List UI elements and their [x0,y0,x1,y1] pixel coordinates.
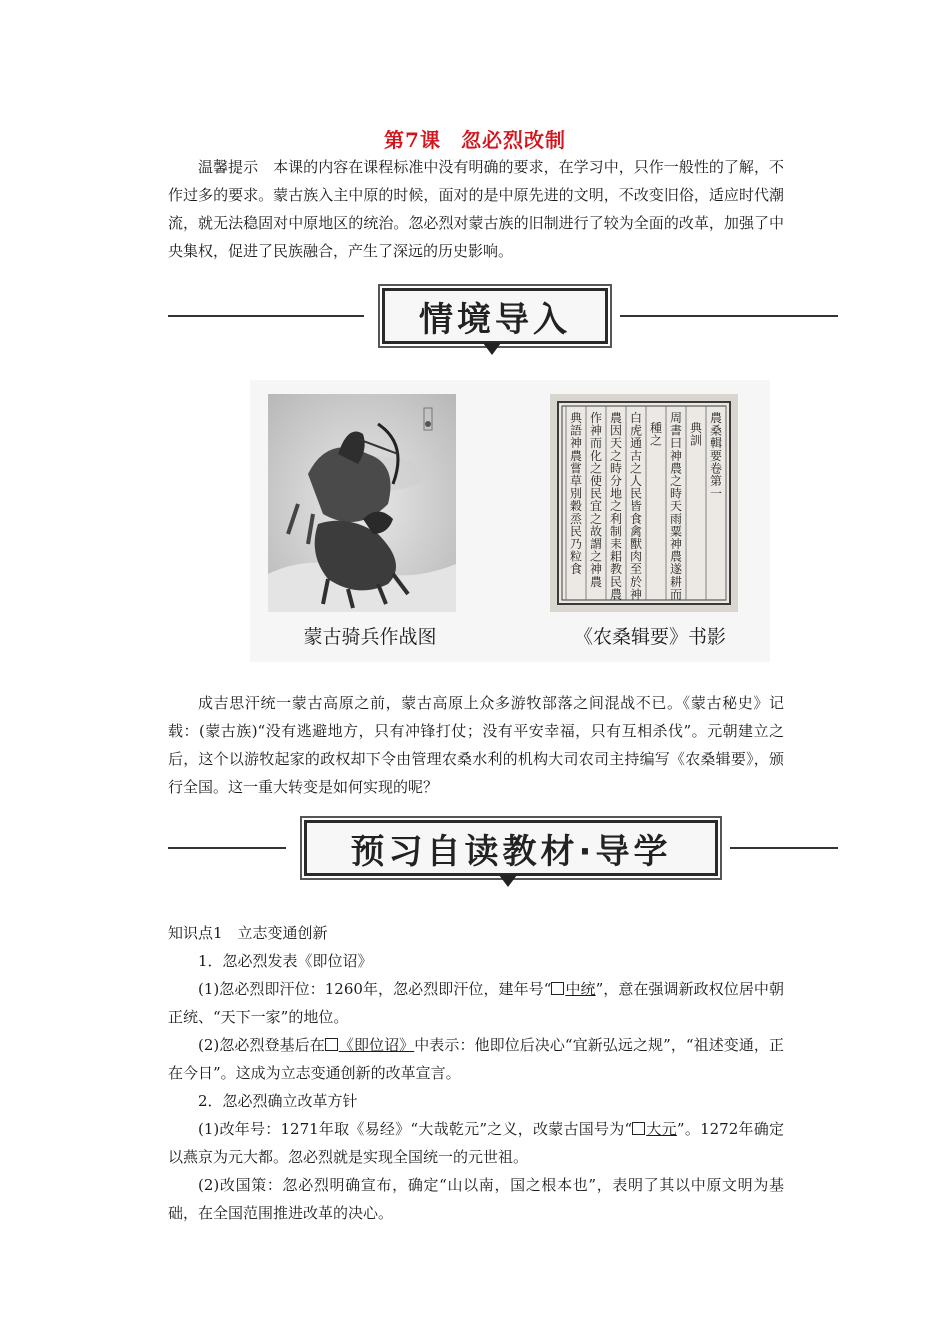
book-char: 耕 [669,574,683,589]
fill-blank-era-name: 中统 [551,980,595,998]
book-char: 烝 [569,511,583,526]
book-char: 至 [629,562,643,577]
book-char: 皆 [629,499,643,514]
book-char: 通 [629,436,643,451]
figure-caption-book: 《农桑辑要》书影 [573,626,726,648]
section-2-title: 2．忽必烈确立改革方针 [198,1092,358,1110]
nongsang-jiyao-book-page [550,394,738,612]
book-char: 虎 [629,423,643,438]
book-char: 卷 [709,461,723,476]
book-char: 神 [669,537,683,551]
book-char: 之 [589,461,603,476]
book-char: 宜 [589,499,603,514]
book-char: 書 [669,423,683,438]
book-char: 第 [709,474,723,488]
book-char: 化 [589,448,603,463]
book-char: 古 [629,448,643,463]
book-char: 白 [629,411,643,425]
book-char: 農 [609,411,623,425]
book-char: 民 [609,574,623,589]
book-char: 分 [609,474,623,488]
book-char: 作 [589,411,603,425]
book-char: 地 [609,486,623,501]
section-1-item-1: (1)忽必烈即汗位：1260年，忽必烈即汗位，建年号“ 中统”，意在强调新政权位居中朝正统、“天下一家”的地位。 [168,980,784,1026]
book-char: 語 [569,423,583,438]
book-char: 種 [649,421,663,435]
book-char: 之 [649,433,663,448]
section-2-item-2: (2)改国策：忽必烈明确宣布，确定“山以南，国之根本也”，表明了其以中原文明为基础，在全国范围推进改革的决心。 [168,1176,784,1222]
figure-caption-cavalry: 蒙古骑兵作战图 [303,626,437,648]
book-char: 農 [669,549,683,564]
banner-preview-label: 预习自读教材·导学 [304,820,718,876]
book-char: 周 [669,411,683,425]
book-char: 桑 [709,423,723,438]
section-1-title: 1．忽必烈发表《即位诏》 [198,952,373,970]
book-char: 天 [669,499,683,514]
book-char: 之 [609,448,623,463]
book-char: 之 [669,474,683,488]
book-char: 時 [609,461,623,476]
lesson-number: 第7课 [384,128,441,152]
book-char: 人 [629,474,643,488]
book-char: 嘗 [569,461,583,476]
book-char: 制 [609,524,623,539]
book-char: 天 [609,436,623,451]
book-char: 耜 [609,549,623,564]
book-char: 之 [589,549,603,564]
book-char: 曰 [669,436,683,451]
book-char: 之 [609,499,623,514]
book-char: 典 [569,411,583,425]
book-char: 乃 [569,537,583,551]
book-char: 農 [609,587,623,602]
banner-preview-reading [168,818,838,888]
book-char: 而 [669,587,683,602]
book-char: 獸 [629,537,643,551]
lesson-title [0,124,950,153]
book-char: 輯 [709,436,723,451]
book-char: 民 [629,486,643,501]
book-char: 神 [589,562,603,577]
book-char: 使 [589,474,603,488]
book-char: 一 [709,486,723,501]
book-char: 之 [589,511,603,526]
book-char: 食 [629,511,643,526]
book-char: 肉 [629,549,643,564]
book-char: 禽 [629,524,643,539]
book-char: 謂 [589,537,603,551]
book-char: 故 [589,524,603,539]
book-char: 耒 [609,537,623,551]
knowledge-point-heading: 知识点1 立志变通创新 [168,924,328,942]
book-char: 農 [569,448,583,463]
book-char: 之 [629,461,643,476]
story-paragraph: 成吉思汗统一蒙古高原之前，蒙古高原上众多游牧部落之间混战不已。《蒙古秘史》记载：(蒙古族)“没有逃避地方，只有冲锋打仗；没有平安幸福，只有互相杀伐”。元朝建立之后，这个以游牧起家的政权却下令由管理农桑水利的机构大司农司主持编写《农桑辑要》，颁行全国。这一重大转变是如何实现的呢？ [168,694,784,796]
book-char: 粟 [669,524,683,539]
book-char: 草 [569,474,583,488]
fill-blank-edict: 《即位诏》 [325,1036,414,1054]
book-char: 農 [589,574,603,589]
book-char: 典 [689,421,703,435]
book-char: 雨 [669,511,683,526]
book-char: 神 [569,436,583,451]
book-char: 粒 [569,549,583,564]
figure-area [250,380,770,662]
book-char: 食 [569,562,583,577]
book-char: 別 [569,486,583,501]
book-char: 而 [589,436,603,451]
banner-situation-intro [168,286,838,356]
banner-situation-label: 情境导入 [382,288,608,344]
book-char: 利 [609,511,623,526]
book-char: 訓 [689,433,703,448]
fill-blank-dynasty-name: 大元 [632,1120,677,1138]
intro-tip: 温馨提示 本课的内容在课程标准中没有明确的要求，在学习中，只作一般性的了解，不作过多的要求。蒙古族入主中原的时候，面对的是中原先进的文明，不改变旧俗，适应时代潮流，就无法稳固对中原地区的统治。忽必烈对蒙古族的旧制进行了较为全面的改革，加强了中央集权，促进了民族融合，产生了深远的历史影响。 [168,158,784,260]
book-char: 神 [629,587,643,602]
lesson-name: 忽必烈改制 [460,128,566,152]
book-char: 因 [609,423,623,438]
book-char: 要 [709,448,723,463]
section-1-item-2: (2)忽必烈登基后在 《即位诏》中表示：他即位后决心“宜新弘远之规”，“祖述变通，正在今日”。这成为立志变通创新的改革宣言。 [168,1036,784,1082]
section-2-item-1: (1)改年号：1271年取《易经》“大哉乾元”之义，改蒙古国号为“ 大元”。1272年确定以燕京为元大都。忽必烈就是实现全国统一的元世祖。 [168,1120,784,1166]
book-char: 民 [589,486,603,501]
book-char: 農 [669,461,683,476]
book-char: 教 [609,562,623,577]
mongol-cavalry-painting [268,394,456,612]
book-char: 時 [669,486,683,501]
book-char: 農 [709,411,723,425]
book-char: 神 [669,448,683,463]
book-char: 民 [569,524,583,539]
book-char: 神 [589,423,603,438]
book-char: 於 [629,574,643,589]
book-char: 穀 [569,499,583,514]
book-char: 遂 [669,562,683,577]
